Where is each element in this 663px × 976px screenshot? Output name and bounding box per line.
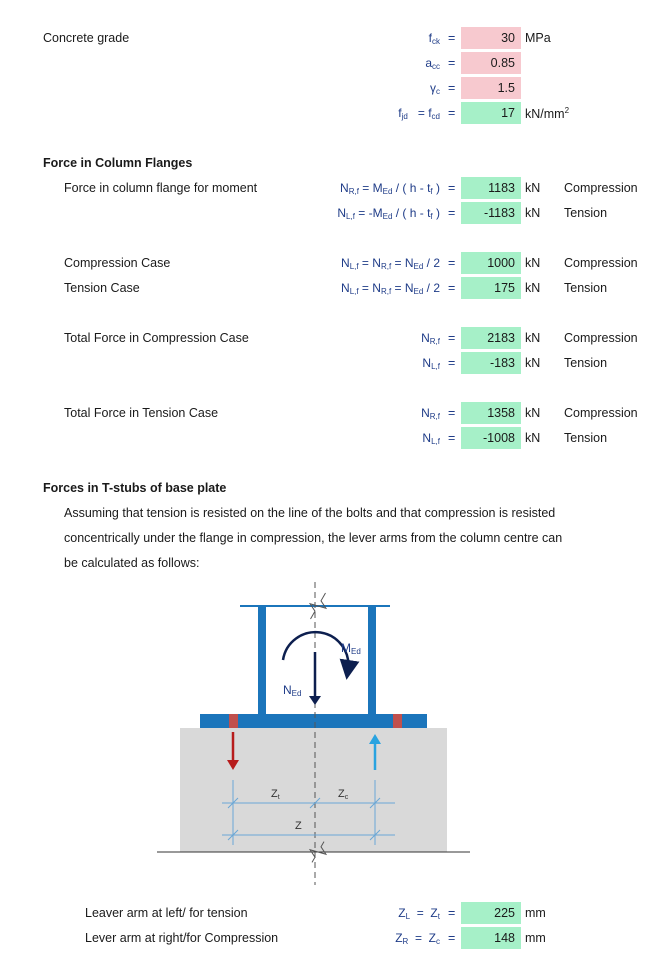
equals-sign: =: [448, 206, 456, 220]
nrf-moment-formula: $N_{R,f} = M_{Ed}$ / ( h - $t_f$ ): [340, 181, 440, 196]
unit-kn: kN: [525, 406, 541, 420]
unit-kn: kN: [525, 431, 541, 445]
gamma-c-value: 1.5: [461, 77, 521, 99]
moment-force-label: Force in column flange for moment: [64, 181, 258, 195]
fck-value: 30: [461, 27, 521, 49]
equals-sign: =: [448, 406, 456, 420]
tstubs-header: Forces in T-stubs of base plate: [43, 481, 227, 495]
ned-arrow-head: [309, 696, 321, 705]
equals-sign: =: [448, 431, 456, 445]
equals-sign: =: [448, 931, 456, 945]
flanges-header: Force in Column Flanges: [43, 156, 193, 170]
tension-note: Tension: [564, 281, 608, 295]
left-bolt: [229, 714, 238, 728]
zr-value: 148: [461, 927, 521, 949]
equals-sign: =: [448, 106, 456, 120]
compression-case-formula: $N_{L,f} = N_{R,f} = N_{Ed} / 2$: [341, 256, 440, 271]
compression-note: Compression: [564, 181, 638, 195]
equals-sign: =: [448, 906, 456, 920]
paragraph-line-1: Assuming that tension is resisted on the line of the bolts and that compression is resisted: [64, 506, 556, 520]
unit-mm: mm: [525, 931, 546, 945]
z-label: Z: [295, 820, 302, 832]
nlf-moment-value: -1183: [461, 202, 521, 224]
zt-label: Zt: [271, 788, 280, 801]
unit-kn: kN: [525, 281, 541, 295]
ned-label: NEd: [283, 683, 302, 698]
equals-sign: =: [448, 181, 456, 195]
unit-kn: kN: [525, 356, 541, 370]
right-bolt: [393, 714, 402, 728]
unit-kn: kN: [525, 256, 541, 270]
total-tension-nlf-value: -1008: [461, 427, 521, 449]
equals-sign: =: [448, 56, 456, 70]
zr-formula: $Z_R = Z_c$: [395, 931, 440, 946]
gamma-c-symbol: $\gamma_c$: [430, 81, 440, 96]
compression-case-label: Compression Case: [64, 256, 171, 270]
acc-value: 0.85: [461, 52, 521, 74]
equals-sign: =: [448, 31, 456, 45]
tension-note: Tension: [564, 206, 608, 220]
zl-value: 225: [461, 902, 521, 924]
equals-sign: =: [448, 356, 456, 370]
fjd-formula: $f_{jd}$ = $f_{cd}$: [398, 106, 440, 121]
zl-formula: $Z_L = Z_t$: [398, 906, 440, 921]
zc-label: Zc: [338, 788, 349, 801]
lever-right-label: Lever arm at right/for Compression: [85, 931, 279, 945]
unit-kn: kN: [525, 206, 541, 220]
total-tension-nrf-value: 1358: [461, 402, 521, 424]
concrete-grade-label: Concrete grade: [43, 31, 130, 45]
tension-note: Tension: [564, 356, 608, 370]
unit-kn: kN: [525, 181, 541, 195]
nlf-moment-formula: $N_{L,f} = -M_{Ed}$ / ( h - $t_f$ ): [337, 206, 440, 221]
equals-sign: =: [448, 281, 456, 295]
equals-sign: =: [448, 256, 456, 270]
unit-mm: mm: [525, 906, 546, 920]
total-tension-label: Total Force in Tension Case: [64, 406, 219, 420]
nrf-moment-value: 1183: [461, 177, 521, 199]
paragraph-line-3: be calculated as follows:: [64, 556, 200, 570]
tension-case-value: 175: [461, 277, 521, 299]
lever-left-label: Leaver arm at left/ for tension: [85, 906, 248, 920]
fck-unit: MPa: [525, 31, 551, 45]
nlf-symbol: $N_{L,f}$: [422, 356, 440, 371]
nrf-symbol: $N_{R,f}$: [421, 406, 440, 421]
right-column-flange: [368, 606, 376, 714]
concrete-block: [180, 728, 447, 852]
nlf-symbol: $N_{L,f}$: [422, 431, 440, 446]
total-compression-label: Total Force in Compression Case: [64, 331, 249, 345]
acc-symbol: $a_{cc}$: [425, 56, 440, 71]
compression-case-value: 1000: [461, 252, 521, 274]
fjd-unit: $kN/mm^2$: [525, 106, 570, 122]
paragraph-line-2: concentrically under the flange in compression, the lever arms from the column centre can: [64, 531, 563, 545]
equals-sign: =: [448, 331, 456, 345]
left-column-flange: [258, 606, 266, 714]
tension-note: Tension: [564, 431, 608, 445]
unit-kn: kN: [525, 331, 541, 345]
fck-symbol: $f_{ck}$: [428, 31, 440, 46]
fjd-value: 17: [461, 102, 521, 124]
compression-note: Compression: [564, 331, 638, 345]
tension-case-label: Tension Case: [64, 281, 140, 295]
total-compression-nlf-value: -183: [461, 352, 521, 374]
nrf-symbol: $N_{R,f}$: [421, 331, 440, 346]
compression-note: Compression: [564, 256, 638, 270]
compression-note: Compression: [564, 406, 638, 420]
med-label: MEd: [341, 641, 361, 656]
tension-case-formula: $N_{L,f} = N_{R,f} = N_{Ed} / 2$: [341, 281, 440, 296]
total-compression-nrf-value: 2183: [461, 327, 521, 349]
equals-sign: =: [448, 81, 456, 95]
